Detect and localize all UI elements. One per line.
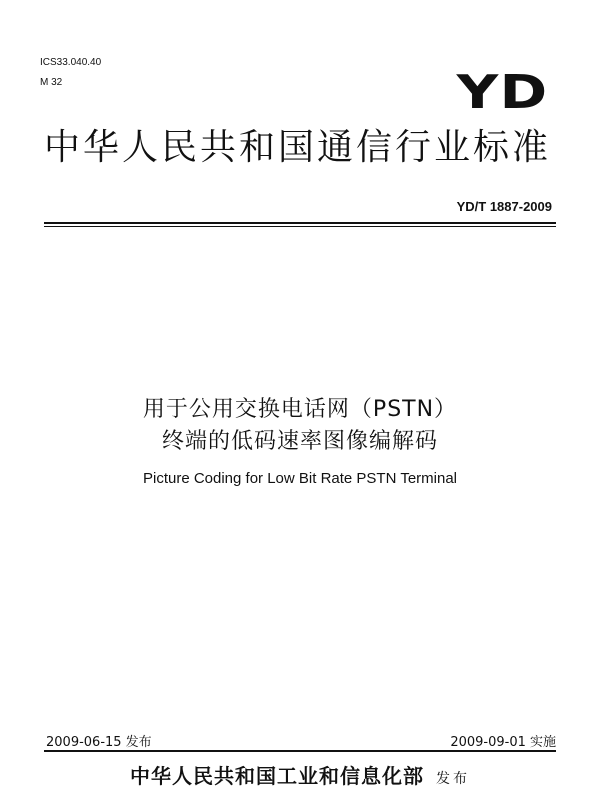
classification-code: M 32 — [40, 77, 63, 88]
document-title-en: Picture Coding for Low Bit Rate PSTN Terminal — [142, 470, 458, 487]
document-number: YD/T 1887-2009 — [456, 199, 552, 214]
document-title-cn-line-2: 终端的低码速率图像编解码 — [161, 429, 438, 454]
yd-logo: YD — [456, 65, 548, 119]
document-title-cn-line-1: 用于公用交换电话网（PSTN） — [142, 397, 458, 422]
publisher-line — [0, 760, 600, 789]
header-divider — [44, 222, 556, 224]
ics-code: ICS33.040.40 — [40, 57, 102, 68]
standard-title: 中华人民共和国通信行业标准 — [44, 127, 552, 168]
release-date: 2009-06-15 发布 — [46, 735, 152, 750]
publish-verb: 发布 — [436, 771, 470, 787]
effective-date: 2009-09-01 实施 — [450, 735, 556, 750]
header-divider-thin — [44, 226, 556, 227]
publisher-name: 中华人民共和国工业和信息化部 — [130, 764, 424, 788]
footer-divider — [44, 750, 556, 752]
